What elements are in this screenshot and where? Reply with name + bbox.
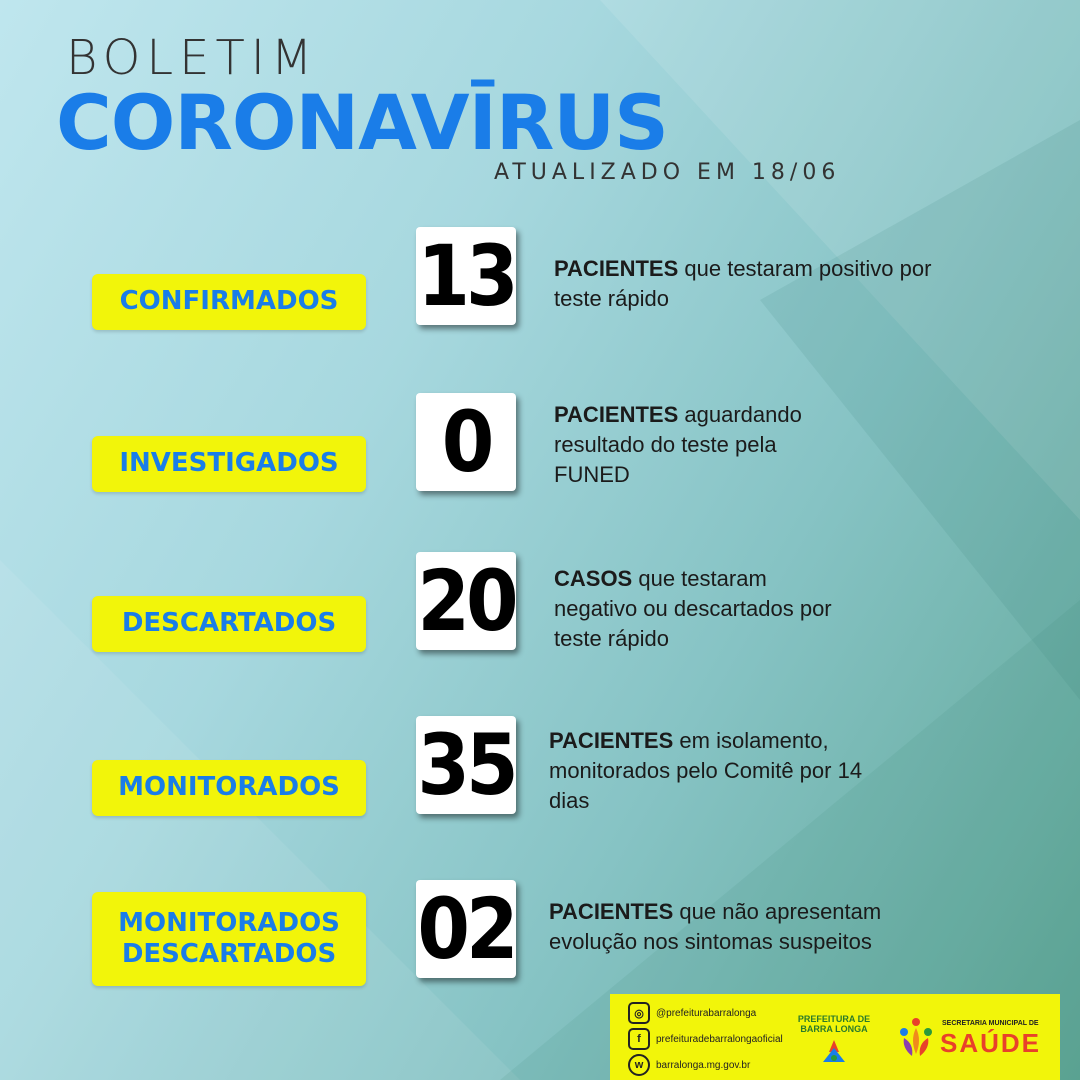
update-date: ATUALIZADO EM 18/06 — [494, 160, 841, 185]
instagram-icon: ◎ — [628, 1002, 650, 1024]
desc-monitorados-descartados: PACIENTES que não apresentam evolução nos sintomas suspeitos — [549, 899, 882, 954]
desc-investigados: PACIENTES aguardando resultado do teste pela FUNED — [554, 402, 802, 487]
footer-banner: ◎ @prefeiturabarralonga f prefeituradebarralongaoficial w barralonga.mg.gov.br PREFEITURA DE BARRA LONGA SECRETARIA MUNICIPAL DE SAÚDE — [610, 994, 1060, 1080]
prefeitura-logo: PREFEITURA DE BARRA LONGA — [794, 1014, 874, 1064]
saude-people-icon — [894, 1014, 938, 1058]
instagram-link[interactable]: ◎ @prefeiturabarralonga — [628, 1002, 756, 1024]
number-monitorados: 35 — [417, 716, 515, 814]
globe-icon: w — [628, 1054, 650, 1076]
label-monitorados-descartados: MONITORADOS DESCARTADOS — [92, 892, 366, 986]
number-investigados: 0 — [416, 393, 516, 491]
title-boletim: BOLETIM — [66, 30, 319, 86]
facebook-link[interactable]: f prefeituradebarralongaoficial — [628, 1028, 783, 1050]
label-monitorados: MONITORADOS — [92, 760, 366, 816]
title-coronavirus: CORONAVĪRUS — [56, 78, 668, 167]
label-descartados: DESCARTADOS — [92, 596, 366, 652]
label-confirmados: CONFIRMADOS — [92, 274, 366, 330]
desc-monitorados: PACIENTES em isolamento, monitorados pelo Comitê por 14 dias — [549, 728, 863, 813]
desc-descartados: CASOS que testaram negativo ou descartados por teste rápido — [554, 566, 832, 651]
prefeitura-emblem-icon — [819, 1038, 849, 1064]
facebook-icon: f — [628, 1028, 650, 1050]
number-monitorados-descartados: 02 — [417, 880, 515, 978]
website-link[interactable]: w barralonga.mg.gov.br — [628, 1054, 750, 1076]
number-confirmados: 13 — [417, 227, 515, 325]
desc-confirmados: PACIENTES que testaram positivo por teste rápido — [554, 256, 932, 311]
label-investigados: INVESTIGADOS — [92, 436, 366, 492]
number-descartados: 20 — [417, 552, 515, 650]
